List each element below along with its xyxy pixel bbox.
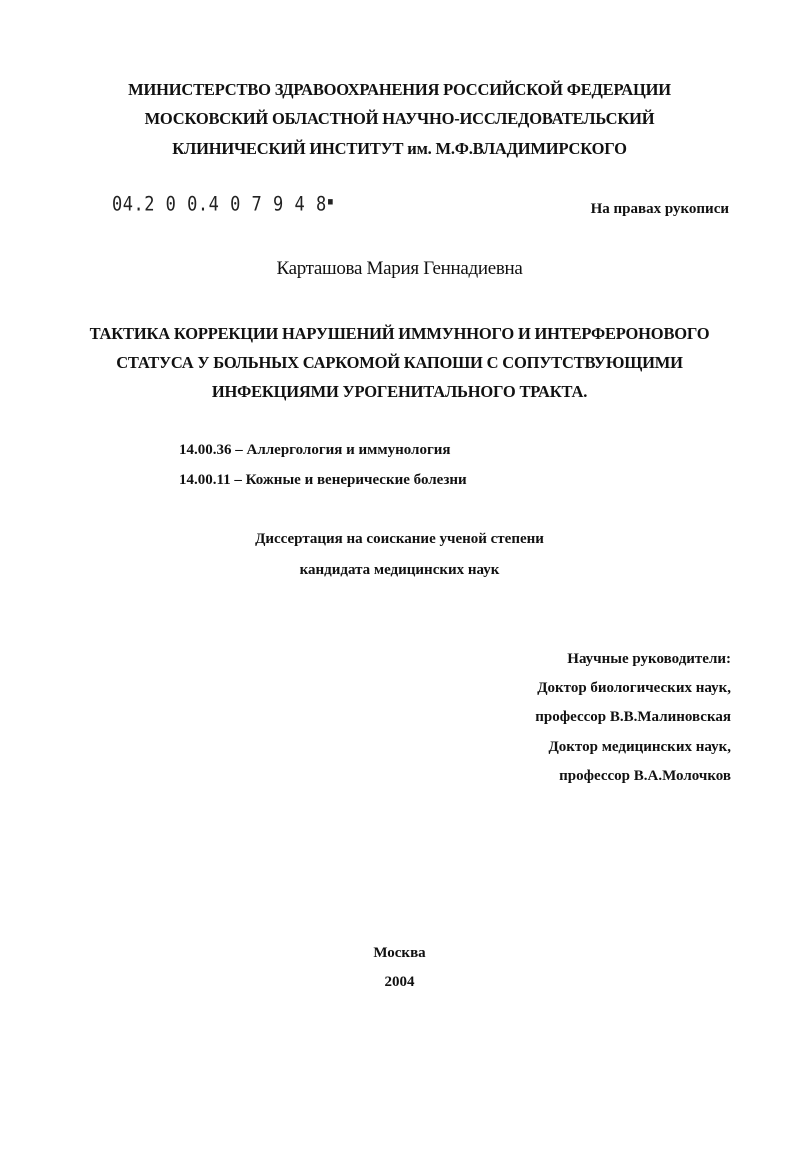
supervisor-1-degree: Доктор биологических наук, [537,680,731,696]
footer-year: 2004 [384,974,415,990]
author-name: Карташова Мария Геннадиевна [276,258,523,279]
supervisors-heading: Научные руководители: [567,651,731,667]
ministry-line-3: КЛИНИЧЕСКИЙ ИНСТИТУТ им. М.Ф.ВЛАДИМИРСКОГО [172,139,627,158]
title-line-3: ИНФЕКЦИЯМИ УРОГЕНИТАЛЬНОГО ТРАКТА. [211,382,588,401]
rights-note: На правах рукописи [590,201,729,217]
dissertation-line-2: кандидата медицинских наук [299,562,500,578]
title-line-2: СТАТУСА У БОЛЬНЫХ САРКОМОЙ КАПОШИ С СОПУТСТВУЮЩИМИ [116,353,683,372]
footer-city: Москва [373,945,426,961]
ministry-line-2: МОСКОВСКИЙ ОБЛАСТНОЙ НАУЧНО-ИССЛЕДОВАТЕЛЬСКИЙ [144,109,655,128]
stamp-number [112,193,334,216]
supervisor-2-degree: Доктор медицинских наук, [548,739,731,755]
supervisor-2-name: профессор В.А.Молочков [559,768,731,784]
ministry-line-1: МИНИСТЕРСТВО ЗДРАВООХРАНЕНИЯ РОССИЙСКОЙ ФЕДЕРАЦИИ [128,80,671,99]
supervisor-1-name: профессор В.В.Малиновская [535,709,731,725]
specialty-2: 14.00.11 – Кожные и венерические болезни [179,472,467,488]
stamp-mark-icon: ▪ [326,193,335,210]
title-line-1: ТАКТИКА КОРРЕКЦИИ НАРУШЕНИЙ ИММУННОГО И ИНТЕРФЕРОНОВОГО [89,324,710,343]
dissertation-line-1: Диссертация на соискание ученой степени [255,531,544,547]
stamp-number-text: 04.2 0 0.4 0 7 9 4 8 [112,193,327,216]
specialty-1: 14.00.36 – Аллергология и иммунология [179,442,451,458]
